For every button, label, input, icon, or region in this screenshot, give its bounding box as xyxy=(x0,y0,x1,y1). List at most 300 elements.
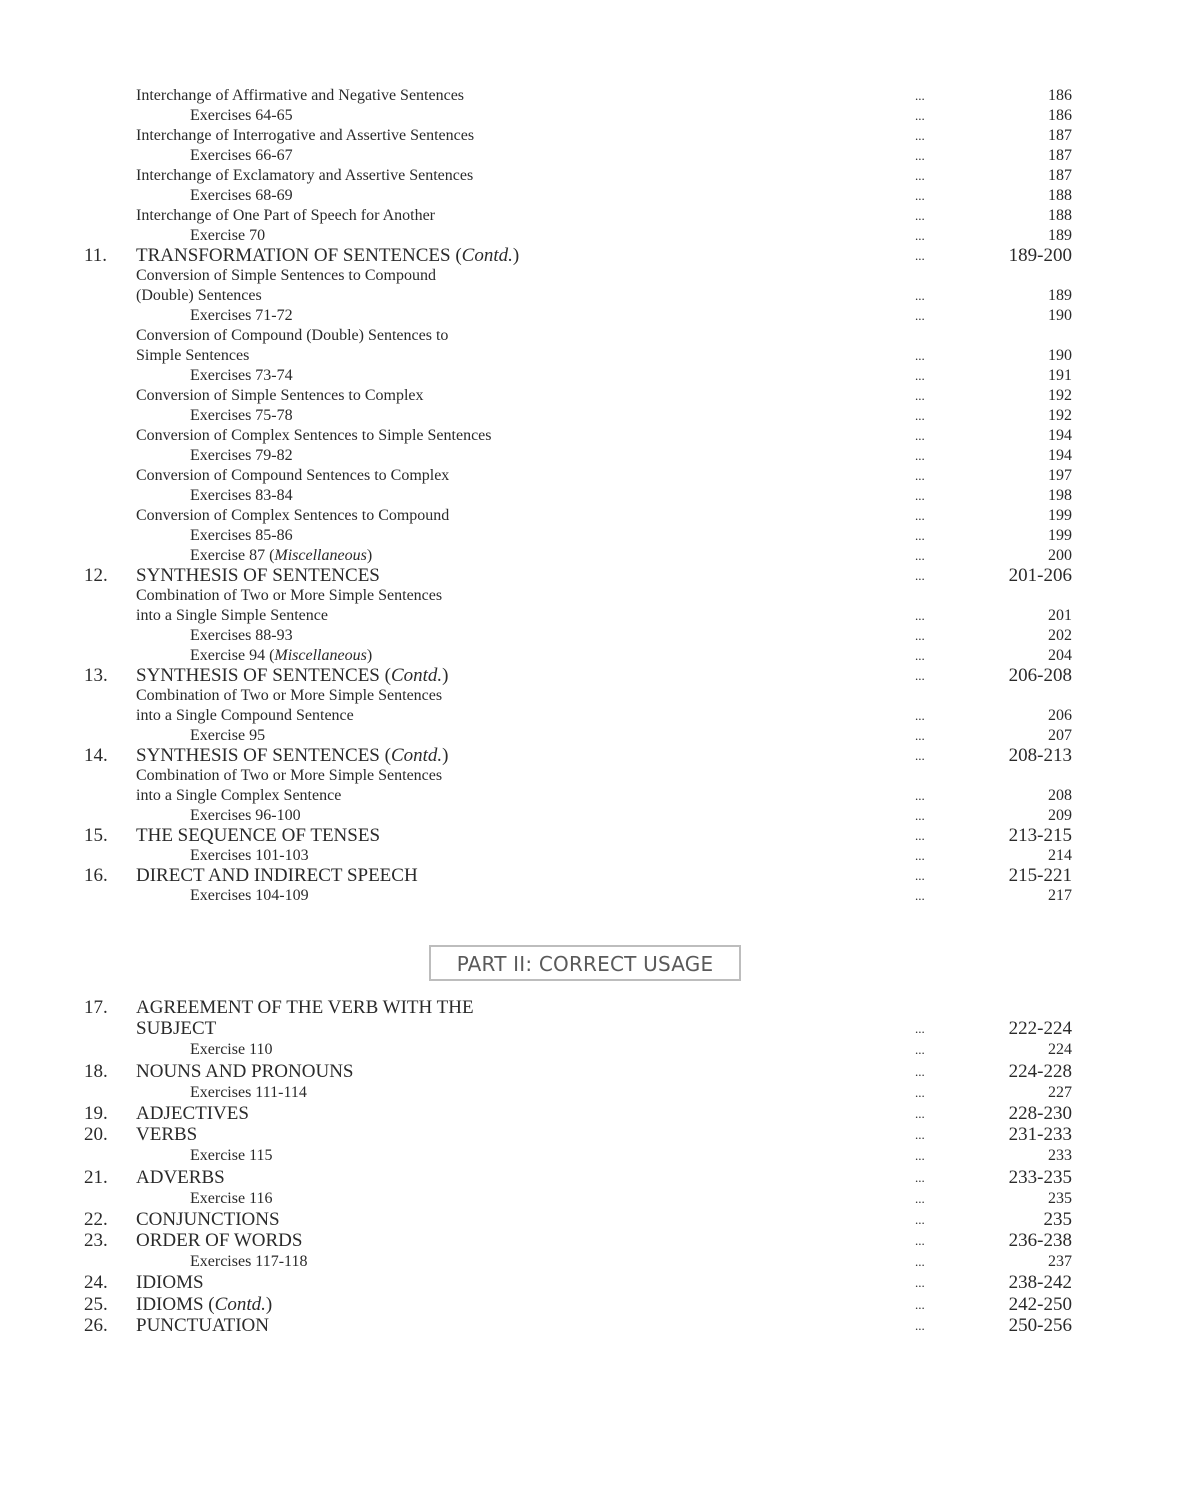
entry-title-text: Exercises 88-93 xyxy=(190,627,293,644)
entry-title xyxy=(136,266,436,286)
page-number: 204 xyxy=(1048,647,1072,664)
toc-entry xyxy=(0,606,1179,626)
entry-title xyxy=(136,506,449,526)
leader-dots: ... xyxy=(915,628,925,643)
entry-title-text: PUNCTUATION xyxy=(136,1314,269,1336)
page-number: 187 xyxy=(1048,167,1072,184)
leader-dots: ... xyxy=(915,148,925,163)
toc-list-part-two xyxy=(0,997,1179,1336)
entry-title-text: into a Single Simple Sentence xyxy=(136,607,328,624)
entry-title xyxy=(190,1251,307,1272)
entry-title xyxy=(136,606,328,626)
page-number: 224 xyxy=(1048,1041,1072,1059)
entry-title-text: CONJUNCTIONS xyxy=(136,1208,280,1230)
leader-dots: ... xyxy=(915,708,925,723)
entry-title-text: Exercise 94 ( xyxy=(190,647,275,664)
entry-title-text: SYNTHESIS OF SENTENCES ( xyxy=(136,745,391,766)
chapter-number: 19. xyxy=(84,1102,108,1124)
entry-title xyxy=(136,566,380,586)
toc-entry xyxy=(0,166,1179,186)
entry-title-text: into a Single Compound Sentence xyxy=(136,707,354,724)
entry-title-text: THE SEQUENCE OF TENSES xyxy=(136,825,381,846)
leader-dots: ... xyxy=(915,468,925,483)
toc-entry xyxy=(0,226,1179,246)
toc-entry xyxy=(0,997,1179,1018)
entry-title-text: AGREEMENT OF THE VERB WITH THE xyxy=(136,997,474,1018)
entry-title xyxy=(190,406,293,426)
page-number: 199 xyxy=(1048,507,1072,524)
entry-title-text: Exercises 96-100 xyxy=(190,807,301,824)
entry-title-text: IDIOMS ( xyxy=(136,1293,215,1315)
entry-title-text: TRANSFORMATION OF SENTENCES ( xyxy=(136,245,462,266)
page-number: 189 xyxy=(1048,227,1072,244)
entry-title xyxy=(136,1103,249,1124)
entry-title-text: Exercises 75-78 xyxy=(190,407,293,424)
leader-dots: ... xyxy=(915,248,925,263)
leader-dots: ... xyxy=(915,1105,925,1121)
toc-entry xyxy=(0,786,1179,806)
entry-title xyxy=(136,1018,216,1039)
entry-title-text: NOUNS AND PRONOUNS xyxy=(136,1060,354,1082)
entry-title xyxy=(136,386,424,406)
page-number: 194 xyxy=(1048,447,1072,464)
page-number: 201 xyxy=(1048,607,1072,624)
part-heading-box xyxy=(429,945,741,981)
page-number: 250-256 xyxy=(1008,1314,1072,1336)
entry-title xyxy=(190,226,265,246)
page-number: 188 xyxy=(1048,187,1072,204)
entry-title-text: Simple Sentences xyxy=(136,347,250,364)
entry-title xyxy=(190,366,293,386)
page-number: 192 xyxy=(1048,407,1072,424)
leader-dots: ... xyxy=(915,1148,925,1164)
leader-dots: ... xyxy=(915,788,925,803)
leader-dots: ... xyxy=(915,888,925,903)
entry-title xyxy=(136,666,448,686)
chapter-number: 22. xyxy=(84,1208,108,1230)
page-number: 186 xyxy=(1048,107,1072,124)
toc-entry xyxy=(0,626,1179,646)
entry-title xyxy=(190,146,293,166)
leader-dots: ... xyxy=(915,228,925,243)
toc-entry xyxy=(0,1018,1179,1039)
toc-entry xyxy=(0,1103,1179,1124)
toc-entry xyxy=(0,646,1179,666)
entry-title-text: Conversion of Simple Sentences to Complex xyxy=(136,387,424,404)
page-number: 235 xyxy=(1048,1189,1072,1207)
toc-entry xyxy=(0,746,1179,766)
toc-entry xyxy=(0,1039,1179,1060)
entry-title xyxy=(190,646,372,666)
page-number: 233-235 xyxy=(1008,1166,1072,1188)
toc-entry xyxy=(0,506,1179,526)
leader-dots: ... xyxy=(915,1063,925,1079)
entry-title xyxy=(190,446,293,466)
entry-title xyxy=(190,726,265,746)
page-number: 200 xyxy=(1048,547,1072,564)
leader-dots: ... xyxy=(915,448,925,463)
toc-entry xyxy=(0,206,1179,226)
leader-dots: ... xyxy=(915,868,925,883)
page-number: 237 xyxy=(1048,1253,1072,1271)
entry-title-end: ) xyxy=(442,665,449,686)
leader-dots: ... xyxy=(915,1084,925,1100)
page-number: 187 xyxy=(1048,127,1072,144)
toc-entry xyxy=(0,186,1179,206)
leader-dots: ... xyxy=(915,1042,925,1058)
entry-title xyxy=(136,826,380,846)
entry-title-end: ) xyxy=(366,647,373,664)
entry-title-text: Interchange of One Part of Speech for Another xyxy=(136,207,435,224)
leader-dots: ... xyxy=(915,668,925,683)
toc-entry xyxy=(0,1230,1179,1251)
entry-title-text: Conversion of Complex Sentences to Compound xyxy=(136,507,450,524)
entry-title xyxy=(136,746,448,766)
page-number: 189-200 xyxy=(1008,245,1072,266)
leader-dots: ... xyxy=(915,88,925,103)
entry-title-italic: Contd. xyxy=(390,745,443,766)
toc-entry xyxy=(0,686,1179,706)
entry-title xyxy=(136,866,418,886)
entry-title-text: Interchange of Exclamatory and Assertive Sentences xyxy=(136,167,474,184)
entry-title-text: VERBS xyxy=(136,1124,198,1146)
entry-title-text: Exercise 95 xyxy=(190,727,266,744)
leader-dots: ... xyxy=(915,368,925,383)
entry-title-text: Interchange of Interrogative and Assertive Sentences xyxy=(136,127,475,144)
leader-dots: ... xyxy=(915,808,925,823)
entry-title-text: Exercises 71-72 xyxy=(190,307,293,324)
entry-title xyxy=(136,1061,353,1082)
entry-title-text: Exercises 73-74 xyxy=(190,367,293,384)
chapter-number: 20. xyxy=(84,1124,108,1146)
entry-title xyxy=(190,186,293,206)
entry-title xyxy=(190,886,309,906)
page-number: 222-224 xyxy=(1008,1018,1072,1040)
leader-dots: ... xyxy=(915,348,925,363)
entry-title-end: ) xyxy=(265,1293,273,1315)
entry-title xyxy=(136,166,473,186)
entry-title xyxy=(136,586,442,606)
toc-entry xyxy=(0,666,1179,686)
entry-title-text: Exercise 110 xyxy=(190,1041,273,1059)
entry-title-italic: Contd. xyxy=(214,1293,266,1315)
entry-title-text: Exercises 79-82 xyxy=(190,447,293,464)
page-number: 191 xyxy=(1048,367,1072,384)
entry-title xyxy=(190,546,372,566)
entry-title-italic: Contd. xyxy=(461,245,513,266)
chapter-number: 14. xyxy=(84,745,108,766)
entry-title-text: Exercises 117-118 xyxy=(190,1253,308,1271)
entry-title-text: into a Single Complex Sentence xyxy=(136,787,342,804)
entry-title xyxy=(190,1082,307,1103)
page-number: 206 xyxy=(1048,707,1072,724)
entry-title-text: Exercise 87 ( xyxy=(190,547,275,564)
entry-title xyxy=(136,686,442,706)
entry-title xyxy=(190,1188,272,1209)
leader-dots: ... xyxy=(915,1021,925,1037)
page-number: 186 xyxy=(1048,87,1072,104)
toc-entry xyxy=(0,106,1179,126)
chapter-number: 17. xyxy=(84,997,108,1018)
page-number: 208 xyxy=(1048,787,1072,804)
page-number: 190 xyxy=(1048,347,1072,364)
leader-dots: ... xyxy=(915,1190,925,1206)
chapter-number: 26. xyxy=(84,1314,108,1336)
toc-entry xyxy=(0,366,1179,386)
chapter-number: 12. xyxy=(84,565,108,586)
toc-entry xyxy=(0,1272,1179,1293)
entry-title-text: SYNTHESIS OF SENTENCES xyxy=(136,565,380,586)
page-number: 188 xyxy=(1048,207,1072,224)
entry-title-italic: Contd. xyxy=(390,665,443,686)
leader-dots: ... xyxy=(915,508,925,523)
toc-entry xyxy=(0,1294,1179,1315)
leader-dots: ... xyxy=(915,568,925,583)
part-heading: PART II: CORRECT USAGE xyxy=(456,952,714,976)
page-number: 209 xyxy=(1048,807,1072,824)
page-number: 206-208 xyxy=(1008,665,1072,686)
chapter-number: 15. xyxy=(84,825,108,846)
page-number: 199 xyxy=(1048,527,1072,544)
chapter-number: 24. xyxy=(84,1272,108,1294)
leader-dots: ... xyxy=(915,648,925,663)
entry-title-text: Combination of Two or More Simple Sentences xyxy=(136,687,443,704)
entry-title-text: Exercises 83-84 xyxy=(190,487,293,504)
toc-entry xyxy=(0,726,1179,746)
toc-entry xyxy=(0,706,1179,726)
entry-title xyxy=(136,86,464,106)
toc-entry xyxy=(0,466,1179,486)
toc-entry xyxy=(0,546,1179,566)
page-number: 235 xyxy=(1043,1208,1072,1230)
page-number: 224-228 xyxy=(1008,1060,1072,1082)
entry-title-text: Exercise 116 xyxy=(190,1189,273,1207)
entry-title xyxy=(136,466,449,486)
toc-entry xyxy=(0,346,1179,366)
toc-entry xyxy=(0,146,1179,166)
entry-title-text: Conversion of Compound (Double) Sentences to xyxy=(136,327,449,344)
leader-dots: ... xyxy=(915,1169,925,1185)
entry-title xyxy=(136,1209,280,1230)
entry-title xyxy=(136,1272,204,1293)
page-number: 187 xyxy=(1048,147,1072,164)
chapter-number: 18. xyxy=(84,1060,108,1082)
toc-entry xyxy=(0,486,1179,506)
leader-dots: ... xyxy=(915,308,925,323)
toc-entry xyxy=(0,586,1179,606)
page-number: 208-213 xyxy=(1008,745,1072,766)
entry-title xyxy=(136,126,474,146)
leader-dots: ... xyxy=(915,1254,925,1270)
leader-dots: ... xyxy=(915,1275,925,1291)
toc-entry xyxy=(0,1082,1179,1103)
entry-title xyxy=(190,106,293,126)
toc-entry xyxy=(0,846,1179,866)
entry-title-text: Combination of Two or More Simple Sentences xyxy=(136,767,443,784)
page-number: 207 xyxy=(1048,727,1072,744)
leader-dots: ... xyxy=(915,388,925,403)
page-number: 228-230 xyxy=(1008,1102,1072,1124)
entry-title-text: Interchange of Affirmative and Negative Sentences xyxy=(136,87,465,104)
entry-title-text: Conversion of Compound Sentences to Complex xyxy=(136,467,450,484)
entry-title xyxy=(136,1167,225,1188)
toc-entry xyxy=(0,1315,1179,1336)
entry-title-text: Exercises 64-65 xyxy=(190,107,293,124)
toc-entry xyxy=(0,266,1179,286)
page-number: 190 xyxy=(1048,307,1072,324)
leader-dots: ... xyxy=(915,108,925,123)
entry-title xyxy=(136,1124,197,1145)
leader-dots: ... xyxy=(915,128,925,143)
toc-entry xyxy=(0,526,1179,546)
entry-title-text: Exercise 115 xyxy=(190,1147,273,1165)
entry-title xyxy=(190,306,293,326)
toc-entry xyxy=(0,1209,1179,1230)
toc-entry xyxy=(0,1061,1179,1082)
toc-entry xyxy=(0,326,1179,346)
page-number: 215-221 xyxy=(1008,865,1072,886)
entry-title xyxy=(136,1294,272,1315)
leader-dots: ... xyxy=(915,748,925,763)
chapter-number: 21. xyxy=(84,1166,108,1188)
entry-title xyxy=(136,706,354,726)
page-number: 194 xyxy=(1048,427,1072,444)
entry-title-text: Exercises 111-114 xyxy=(190,1083,307,1101)
entry-title xyxy=(136,1230,302,1251)
entry-title-text: ORDER OF WORDS xyxy=(136,1230,303,1252)
entry-title xyxy=(190,526,293,546)
entry-title xyxy=(136,1315,269,1336)
leader-dots: ... xyxy=(915,168,925,183)
page-number: 217 xyxy=(1048,887,1072,904)
page-number: 201-206 xyxy=(1008,565,1072,586)
toc-entry xyxy=(0,1251,1179,1272)
toc-entry xyxy=(0,886,1179,906)
toc-entry xyxy=(0,86,1179,106)
leader-dots: ... xyxy=(915,548,925,563)
leader-dots: ... xyxy=(915,608,925,623)
entry-title-italic: Miscellaneous xyxy=(274,547,367,564)
entry-title-text: ADVERBS xyxy=(136,1166,225,1188)
entry-title-text: Conversion of Simple Sentences to Compound xyxy=(136,267,436,284)
leader-dots: ... xyxy=(915,1127,925,1143)
entry-title xyxy=(136,786,341,806)
chapter-number: 13. xyxy=(84,665,108,686)
entry-title-text: IDIOMS xyxy=(136,1272,204,1294)
entry-title-end: ) xyxy=(366,547,373,564)
page-number: 192 xyxy=(1048,387,1072,404)
entry-title-text: SYNTHESIS OF SENTENCES ( xyxy=(136,665,391,686)
toc-entry xyxy=(0,826,1179,846)
leader-dots: ... xyxy=(915,828,925,843)
leader-dots: ... xyxy=(915,488,925,503)
entry-title xyxy=(136,426,492,446)
entry-title-text: ADJECTIVES xyxy=(136,1102,249,1124)
entry-title xyxy=(190,1145,272,1166)
entry-title xyxy=(190,626,293,646)
toc-entry xyxy=(0,566,1179,586)
toc-entry xyxy=(0,446,1179,466)
chapter-number: 11. xyxy=(84,245,108,266)
entry-title xyxy=(136,326,448,346)
toc-list-part-one xyxy=(0,86,1179,906)
chapter-number: 16. xyxy=(84,865,108,886)
leader-dots: ... xyxy=(915,428,925,443)
entry-title-text: Combination of Two or More Simple Sentences xyxy=(136,587,443,604)
chapter-number: 25. xyxy=(84,1293,108,1315)
toc-entry xyxy=(0,426,1179,446)
toc-entry xyxy=(0,766,1179,786)
entry-title xyxy=(136,246,519,266)
entry-title xyxy=(136,766,442,786)
chapter-number: 23. xyxy=(84,1230,108,1252)
page-number: 197 xyxy=(1048,467,1072,484)
leader-dots: ... xyxy=(915,208,925,223)
page-number: 242-250 xyxy=(1008,1293,1072,1315)
toc-entry xyxy=(0,306,1179,326)
leader-dots: ... xyxy=(915,1296,925,1312)
entry-title-end: ) xyxy=(442,745,449,766)
toc-entry xyxy=(0,866,1179,886)
toc-entry xyxy=(0,1145,1179,1166)
leader-dots: ... xyxy=(915,1211,925,1227)
page-number: 227 xyxy=(1048,1083,1072,1101)
page-number: 214 xyxy=(1048,847,1072,864)
entry-title xyxy=(190,846,309,866)
page-number: 236-238 xyxy=(1008,1230,1072,1252)
toc-entry xyxy=(0,406,1179,426)
entry-title-text: Exercises 68-69 xyxy=(190,187,293,204)
entry-title-text: Exercises 101-103 xyxy=(190,847,309,864)
entry-title xyxy=(136,346,249,366)
page-number: 238-242 xyxy=(1008,1272,1072,1294)
entry-title xyxy=(190,486,293,506)
toc-entry xyxy=(0,806,1179,826)
entry-title-end: ) xyxy=(512,245,520,266)
leader-dots: ... xyxy=(915,728,925,743)
entry-title xyxy=(136,286,262,306)
entry-title-text: SUBJECT xyxy=(136,1018,217,1040)
entry-title xyxy=(190,806,301,826)
toc-entry xyxy=(0,1124,1179,1145)
toc-entry xyxy=(0,246,1179,266)
toc-entry xyxy=(0,1167,1179,1188)
leader-dots: ... xyxy=(915,288,925,303)
toc-entry xyxy=(0,126,1179,146)
toc-entry xyxy=(0,386,1179,406)
leader-dots: ... xyxy=(915,408,925,423)
entry-title-text: Exercise 70 xyxy=(190,227,266,244)
page-number: 233 xyxy=(1048,1147,1072,1165)
entry-title xyxy=(136,206,435,226)
entry-title-text: (Double) Sentences xyxy=(136,287,262,304)
page-number: 189 xyxy=(1048,287,1072,304)
leader-dots: ... xyxy=(915,188,925,203)
entry-title xyxy=(136,997,474,1018)
leader-dots: ... xyxy=(915,1233,925,1249)
page-number: 213-215 xyxy=(1008,825,1072,846)
entry-title-text: Exercises 66-67 xyxy=(190,147,293,164)
toc-entry xyxy=(0,1188,1179,1209)
entry-title-text: Exercises 85-86 xyxy=(190,527,293,544)
leader-dots: ... xyxy=(915,528,925,543)
entry-title-text: DIRECT AND INDIRECT SPEECH xyxy=(136,865,418,886)
leader-dots: ... xyxy=(915,1317,925,1333)
entry-title xyxy=(190,1039,272,1060)
entry-title-text: Conversion of Complex Sentences to Simple Sentences xyxy=(136,427,492,444)
entry-title-italic: Miscellaneous xyxy=(274,647,367,664)
page-number: 202 xyxy=(1048,627,1072,644)
